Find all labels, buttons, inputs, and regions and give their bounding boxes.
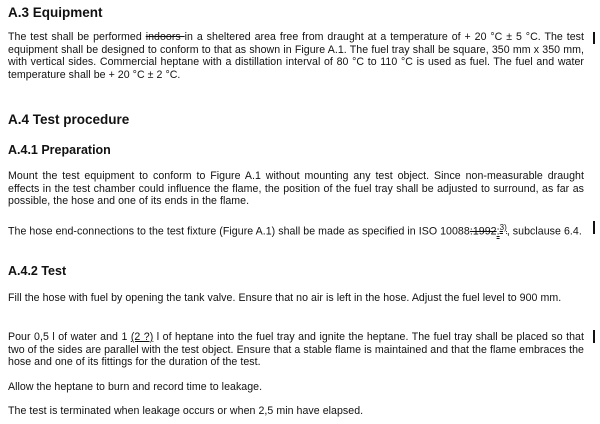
heading-a41-preparation: A.4.1 Preparation	[8, 143, 111, 157]
equipment-paragraph	[8, 31, 584, 81]
change-bar	[593, 330, 595, 343]
heading-a3-equipment: A.3 Equipment	[8, 5, 103, 20]
preparation-paragraph-1: Mount the test equipment to conform to Figure A.1 without mounting any test object. Since non-measurable draught effects in the test chamber could influence the flame, the position of the fuel tray shall be adjusted to surround, as far as possible, the hose and one of its ends in the flame.	[8, 170, 584, 207]
deleted-text-indoors: indoors	[145, 31, 185, 43]
test-paragraph-2	[8, 331, 584, 369]
connections-text-2: , subclause 6.4.	[506, 225, 582, 238]
change-bar	[593, 32, 595, 44]
test-paragraph-1: Fill the hose with fuel by opening the tank valve. Ensure that no air is left in the hose. Adjust the fuel level to 900 mm.	[8, 292, 562, 304]
inserted-colon: :	[496, 225, 500, 238]
heading-a4-test-procedure: A.4 Test procedure	[8, 112, 130, 127]
preparation-paragraph-2	[8, 222, 584, 238]
change-bar	[593, 221, 595, 234]
test-paragraph-4: The test is terminated when leakage occurs or when 2,5 min have elapsed.	[8, 405, 364, 417]
pour-text-2: l of heptane into the fuel tray and ignite the heptane. The fuel tray shall be placed so that two of the sides are parallel with the test object. Ensure that a stable flame is maintained and that the flame embraces the hose and one of its fittings for the duration of the test.	[8, 331, 584, 368]
test-paragraph-3: Allow the heptane to burn and record time to leakage.	[8, 381, 263, 393]
equipment-text-2: in a sheltered area free from draught at a temperature of + 20 °C ± 5 °C. The test equipment shall be designed to conform to that as shown in Figure A.1. The fuel tray shall be square, 350 mm x 350 mm, with vertical sides. Commercial heptane with a distillation interval of 80 °C to 110 °C is used as fuel. The fuel and water temperature shall be + 20 °C ± 2 °C.	[8, 31, 584, 81]
inserted-text-quantity: (2 ?)	[130, 331, 154, 343]
pour-text-1: Pour 0,5 l of water and 1	[8, 331, 131, 343]
heading-a42-test: A.4.2 Test	[8, 264, 67, 278]
footnote-marker: 3)	[499, 223, 507, 232]
deleted-text-year: :1992	[469, 225, 497, 238]
equipment-text-1: The test shall be performed	[8, 31, 146, 43]
connections-text-1: The hose end-connections to the test fixture (Figure A.1) shall be made as specified in ISO 10088	[8, 225, 470, 238]
